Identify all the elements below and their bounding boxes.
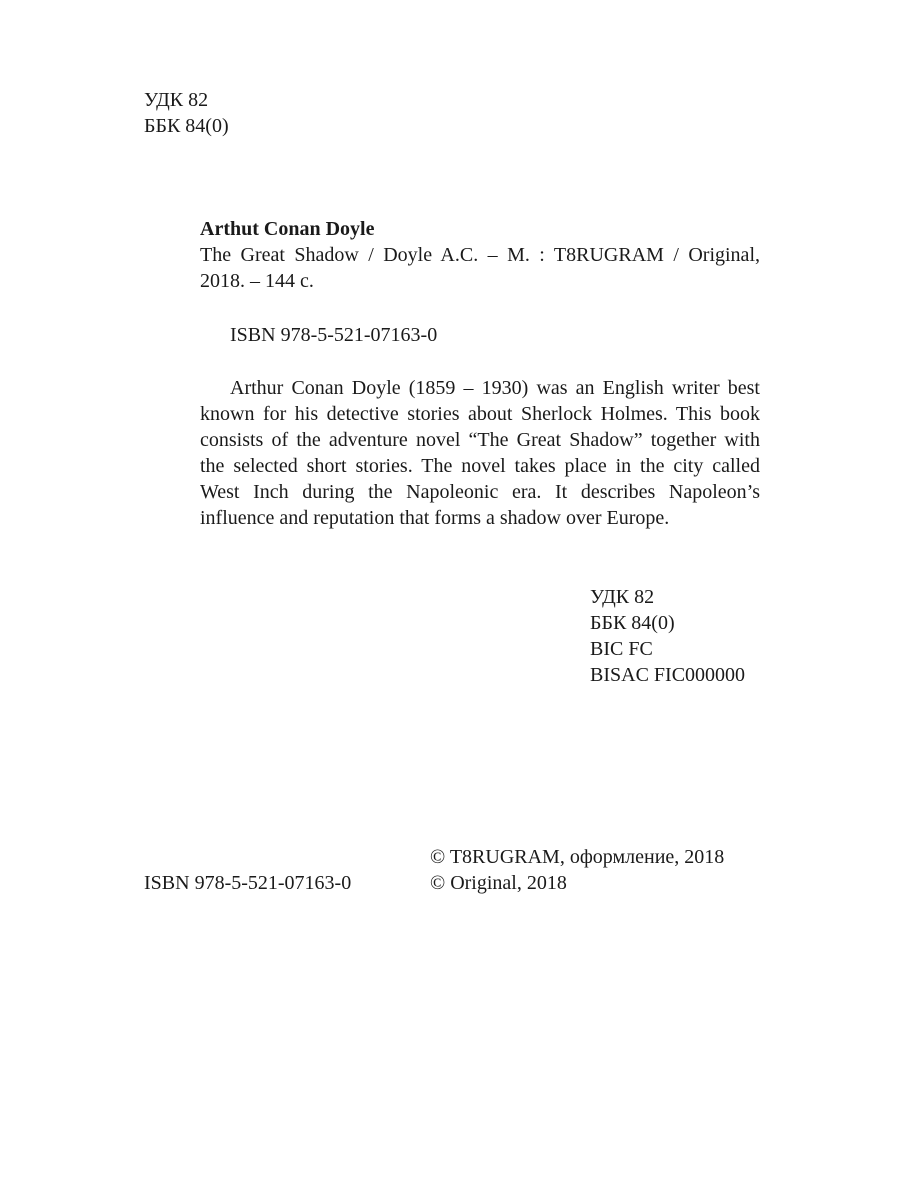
bbk-code: ББК 84(0) (590, 612, 675, 634)
isbn-line: ISBN 978-5-521-07163-0 (230, 324, 438, 346)
annotation-paragraph (200, 375, 760, 531)
bottom-isbn: ISBN 978-5-521-07163-0 (144, 872, 352, 894)
author-heading: Arthut Conan Doyle (200, 218, 375, 240)
annotation-text: Arthur Conan Doyle (1859 – 1930) was an English writer best known for his detective stories about Sherlock Holmes. This book consists of the adventure novel “The Great Shadow” together with the selected short stories. The novel takes place in the city called West Inch during the Napoleonic era. It describes Napoleon’s influence and reputation that forms a shadow over Europe. (200, 377, 760, 529)
right-classification-codes (590, 584, 745, 688)
udk-code: УДК 82 (144, 89, 209, 111)
catalog-entry (200, 216, 760, 294)
copyright-original: © Original, 2018 (430, 872, 567, 894)
udk-code: УДК 82 (590, 586, 655, 608)
copyright-block (430, 844, 724, 896)
bic-code: BIC FC (590, 638, 653, 660)
bisac-code: BISAC FIC000000 (590, 664, 746, 686)
bibliographic-description: The Great Shadow / Doyle A.C. – M. : T8RUGRAM / Original, 2018. – 144 c. (200, 244, 760, 292)
top-classification-codes (144, 87, 229, 139)
bbk-code: ББК 84(0) (144, 115, 229, 137)
copyright-design: © T8RUGRAM, оформление, 2018 (430, 846, 725, 868)
